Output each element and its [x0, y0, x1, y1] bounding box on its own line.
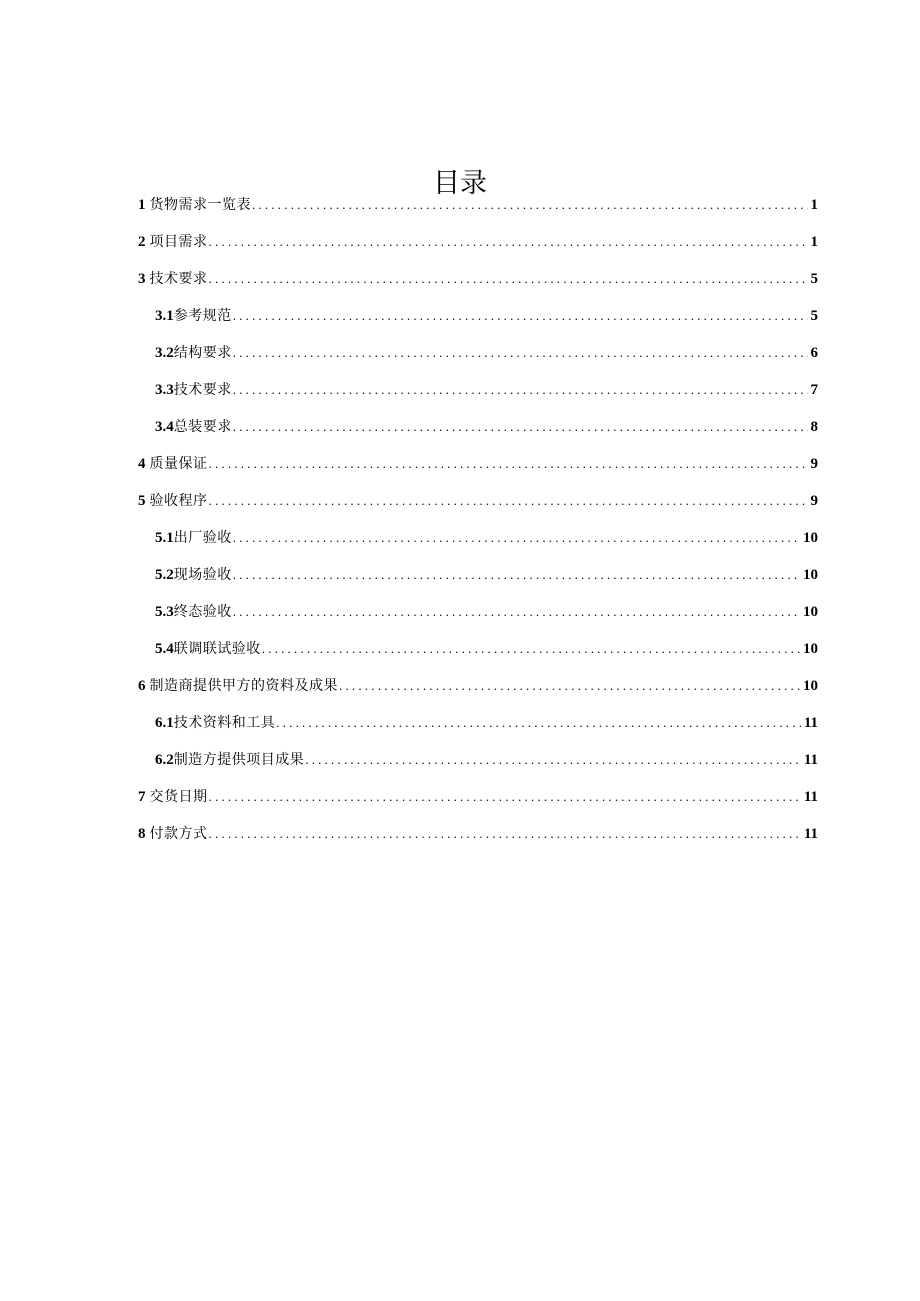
toc-entry-number: 3.1	[155, 308, 174, 324]
toc-entry[interactable]	[138, 778, 818, 815]
toc-entry-label: 终态验收	[173, 604, 232, 620]
toc-entry-label: 货物需求一览表	[149, 197, 251, 213]
toc-entry-page: 7	[810, 382, 818, 398]
toc-entry-number: 3.4	[155, 419, 174, 435]
dot-leader	[276, 704, 801, 741]
dot-leader	[233, 519, 800, 556]
toc-entry-page: 11	[803, 789, 818, 805]
dot-leader	[209, 815, 801, 852]
toc-subentry[interactable]	[138, 519, 818, 556]
toc-entry-label: 现场验收	[173, 567, 232, 583]
toc-entry-label: 交货日期	[149, 789, 208, 805]
toc-subentry[interactable]	[138, 297, 818, 334]
toc-subentry[interactable]	[138, 741, 818, 778]
toc-entry-page: 11	[803, 826, 818, 842]
toc-entry-number: 3.3	[155, 382, 174, 398]
toc-entry[interactable]	[138, 186, 818, 223]
toc-entry-number: 6	[138, 678, 146, 694]
toc-entry-label: 制造商提供甲方的资料及成果	[149, 678, 338, 694]
toc-subentry[interactable]	[138, 704, 818, 741]
toc-entry[interactable]	[138, 815, 818, 852]
toc-entry-page: 10	[803, 604, 818, 620]
dot-leader	[262, 630, 800, 667]
toc-entry-label: 联调联试验收	[173, 641, 261, 657]
toc-entry-page: 10	[803, 530, 818, 546]
toc-entry-page: 5	[810, 308, 818, 324]
toc-entry-label: 技术要求	[149, 271, 208, 287]
toc-entry-label: 技术要求	[173, 382, 232, 398]
toc-entry[interactable]	[138, 260, 818, 297]
toc-subentry[interactable]	[138, 334, 818, 371]
toc-entry-number: 5.1	[155, 530, 174, 546]
dot-leader	[233, 408, 808, 445]
toc-entry-label: 总装要求	[173, 419, 232, 435]
toc-entry-number: 4	[138, 456, 146, 472]
toc-entry-number: 6.2	[155, 752, 174, 768]
toc-entry-page: 8	[810, 419, 818, 435]
toc-entry-number: 5.4	[155, 641, 174, 657]
toc-entry[interactable]	[138, 223, 818, 260]
toc-entry-number: 5.3	[155, 604, 174, 620]
toc-entry-label: 项目需求	[149, 234, 208, 250]
toc-title: 目录	[433, 168, 487, 200]
dot-leader	[209, 445, 808, 482]
dot-leader	[209, 482, 808, 519]
toc-entry[interactable]	[138, 445, 818, 482]
dot-leader	[233, 556, 800, 593]
toc-entry-page: 11	[803, 715, 818, 731]
toc-entry-page: 9	[810, 493, 818, 509]
toc-entry-page: 9	[810, 456, 818, 472]
toc-entry-number: 3.2	[155, 345, 174, 361]
dot-leader	[209, 778, 801, 815]
toc-entry-number: 5.2	[155, 567, 174, 583]
toc-entry-number: 3	[138, 271, 146, 287]
dot-leader	[209, 260, 808, 297]
dot-leader	[233, 297, 808, 334]
table-of-contents	[138, 186, 818, 852]
toc-entry[interactable]	[138, 482, 818, 519]
toc-entry-label: 出厂验收	[173, 530, 232, 546]
toc-entry-label: 参考规范	[173, 308, 232, 324]
toc-entry-number: 6.1	[155, 715, 174, 731]
dot-leader	[252, 186, 808, 223]
toc-entry-page: 1	[810, 234, 818, 250]
toc-entry-page: 5	[810, 271, 818, 287]
toc-entry-label: 验收程序	[149, 493, 208, 509]
toc-entry-label: 技术资料和工具	[173, 715, 276, 731]
dot-leader	[233, 593, 800, 630]
toc-entry-label: 结构要求	[173, 345, 232, 361]
toc-subentry[interactable]	[138, 408, 818, 445]
toc-entry-number: 1	[138, 197, 146, 213]
toc-subentry[interactable]	[138, 593, 818, 630]
dot-leader	[233, 371, 808, 408]
toc-entry-number: 2	[138, 234, 146, 250]
toc-entry-page: 11	[803, 752, 818, 768]
toc-entry-number: 5	[138, 493, 146, 509]
toc-entry-page: 10	[803, 678, 818, 694]
toc-entry-page: 10	[803, 567, 818, 583]
toc-entry-number: 8	[138, 826, 146, 842]
toc-entry-page: 10	[803, 641, 818, 657]
toc-subentry[interactable]	[138, 630, 818, 667]
toc-subentry[interactable]	[138, 371, 818, 408]
dot-leader	[233, 334, 808, 371]
toc-entry-label: 质量保证	[149, 456, 208, 472]
toc-entry-number: 7	[138, 789, 146, 805]
toc-entry-label: 付款方式	[149, 826, 208, 842]
toc-entry[interactable]	[138, 667, 818, 704]
toc-entry-page: 1	[810, 197, 818, 213]
dot-leader	[339, 667, 800, 704]
dot-leader	[209, 223, 808, 260]
toc-entry-label: 制造方提供项目成果	[173, 752, 305, 768]
dot-leader	[305, 741, 801, 778]
toc-entry-page: 6	[810, 345, 818, 361]
toc-subentry[interactable]	[138, 556, 818, 593]
